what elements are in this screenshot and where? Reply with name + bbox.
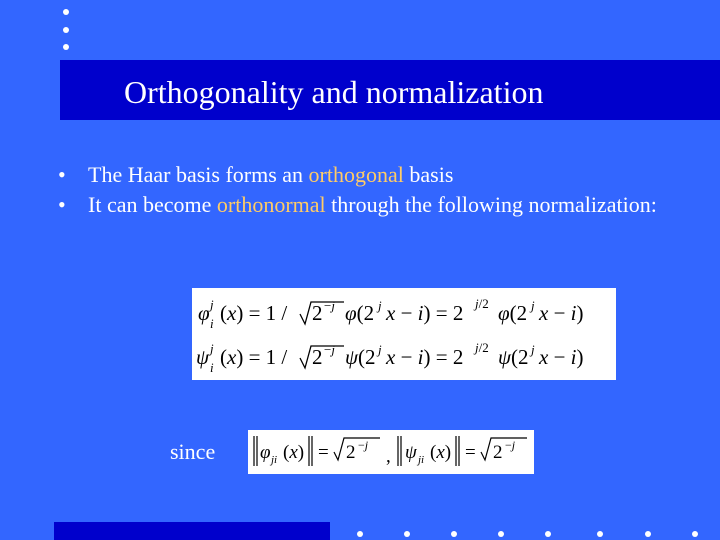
svg-text:j: j	[210, 341, 214, 356]
svg-text:φ: φ	[198, 301, 210, 325]
decor-dot	[63, 44, 69, 50]
bullet-mark: •	[58, 192, 66, 217]
bullet-text: basis	[403, 162, 454, 187]
bullet-item	[58, 160, 698, 190]
highlight-term: orthonormal	[216, 192, 326, 217]
svg-text:j: j	[210, 297, 214, 312]
decor-dot	[404, 531, 410, 537]
decor-dot	[545, 531, 551, 537]
svg-text:φ: φ	[260, 442, 271, 463]
slide-title: Orthogonality and normalization	[124, 74, 544, 110]
decor-dot	[63, 9, 69, 15]
svg-text:−j: −j	[505, 438, 516, 452]
svg-text:j/2: j/2	[475, 340, 489, 355]
svg-text:φ(2: φ(2	[345, 301, 375, 325]
svg-text:2: 2	[312, 301, 323, 325]
svg-text:=: =	[318, 442, 329, 463]
svg-text:,: ,	[386, 446, 391, 467]
svg-text:ψ: ψ	[196, 345, 210, 369]
svg-text:i: i	[210, 316, 214, 331]
svg-text:2: 2	[312, 345, 323, 369]
svg-text:ji: ji	[271, 454, 278, 466]
decor-dot	[645, 531, 651, 537]
svg-text:j: j	[531, 298, 535, 313]
bullet-item	[58, 190, 698, 220]
svg-text:−j: −j	[324, 342, 335, 357]
svg-text:−j: −j	[324, 298, 335, 313]
svg-text:j: j	[378, 342, 382, 357]
bullet-list	[58, 160, 698, 220]
decor-dot	[692, 531, 698, 537]
bullet-mark: •	[58, 162, 66, 187]
svg-text:x − i) = 2: x − i) = 2	[386, 301, 464, 325]
decor-dot	[451, 531, 457, 537]
svg-text:x − i): x − i)	[539, 301, 584, 325]
bullet-text: It can become	[88, 192, 217, 217]
svg-text:ψ(2: ψ(2	[498, 345, 529, 369]
svg-text:φ(2: φ(2	[498, 301, 528, 325]
svg-text:j: j	[378, 298, 382, 313]
svg-text:ψ(2: ψ(2	[345, 345, 376, 369]
svg-text:j: j	[531, 342, 535, 357]
svg-text:(x): (x)	[283, 442, 305, 463]
svg-text:−j: −j	[358, 438, 369, 452]
svg-text:2: 2	[493, 442, 503, 463]
decor-dot	[597, 531, 603, 537]
highlight-term: orthogonal	[308, 162, 404, 187]
normalization-equations	[192, 288, 616, 380]
decor-dot	[357, 531, 363, 537]
svg-text:=: =	[465, 442, 476, 463]
svg-text:i: i	[210, 360, 214, 375]
svg-text:(x): (x)	[430, 442, 452, 463]
svg-text:x − i): x − i)	[539, 345, 584, 369]
bottom-bar	[54, 522, 330, 540]
since-label: since	[170, 439, 216, 464]
svg-text:(x) = 1 /: (x) = 1 /	[220, 301, 288, 325]
svg-text:ji: ji	[418, 454, 425, 466]
bullet-text: through the following normalization:	[325, 192, 657, 217]
svg-text:ψ: ψ	[405, 442, 417, 463]
svg-text:x − i) = 2: x − i) = 2	[386, 345, 464, 369]
svg-text:j/2: j/2	[475, 296, 489, 311]
decor-dot	[63, 27, 69, 33]
svg-text:2: 2	[346, 442, 356, 463]
decor-dot	[498, 531, 504, 537]
norm-equation	[248, 430, 534, 474]
svg-text:(x) = 1 /: (x) = 1 /	[220, 345, 288, 369]
bullet-text: The Haar basis forms an	[88, 162, 309, 187]
